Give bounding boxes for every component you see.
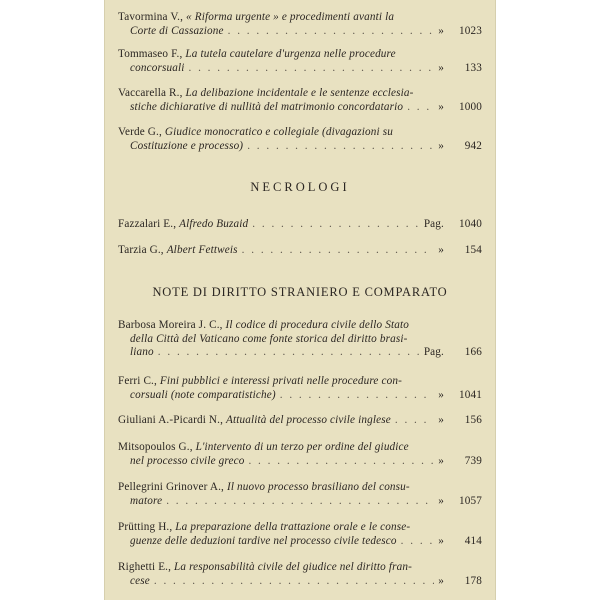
page-number: 1057 [459,494,482,507]
page-marker: » [438,414,444,426]
entry-title: Attualità del processo civile inglese [226,414,391,426]
leader-dots [247,140,434,154]
index-entry [118,319,482,360]
entry-title-continued: cese [130,574,150,587]
entry-line [118,101,482,115]
page-number: 942 [464,139,482,152]
entry-line [118,218,482,232]
entry-title-continued: corsuali (note comparatistiche) [130,388,276,401]
index-entry [118,441,482,468]
leader-dots [401,535,435,549]
page-marker: » [438,574,444,587]
page-number: 1041 [459,388,482,401]
entry-line [118,575,482,589]
page-marker: » [438,244,444,256]
page-marker: » [438,24,444,37]
entry-title-continued: liano [130,346,154,358]
entry-title-continued: Corte di Cassazione [130,24,224,37]
leader-dots [166,495,434,509]
entry-line [118,244,482,258]
entry-line [118,25,482,39]
page-number: 154 [464,244,482,256]
entry-line [118,346,482,360]
entry-line [118,414,482,428]
entry-line: della Città del Vaticano come fonte storica del diritto brasi- [130,332,408,345]
page-number: 166 [464,346,482,358]
page-marker: Pag. [423,346,444,358]
entry-line [118,48,482,62]
entry-author: Fazzalari E., [118,218,180,230]
entry-title: Fini pubblici e interessi privati nelle procedure con- [159,375,402,387]
entry-title: « Riforma urgente » e procedimenti avanti la [186,11,395,23]
page-marker: » [438,100,444,113]
entry-title: La preparazione della trattazione orale e le conse- [175,521,411,533]
entry-author: Ferri C., [118,375,160,387]
entry-line [118,62,482,76]
entry-line [118,441,482,455]
entry-title: La delibazione incidentale e le sentenze ecclesia- [185,87,414,99]
page-marker: » [438,388,444,401]
entry-line [118,126,482,140]
page-marker: » [438,139,444,152]
entry-title: Il nuovo processo brasiliano del consu- [226,481,410,493]
entry-author: Mitsopoulos G., [118,441,196,453]
page-marker: Pag. [423,218,444,230]
leader-dots [252,218,420,232]
entry-line [118,375,482,389]
page-number: 178 [464,574,482,587]
entry-title: Giudice monocratico e collegiale (divagazioni su [164,126,393,138]
entry-title-continued: concorsuali [130,61,185,74]
entry-title-continued: nel processo civile greco [130,454,245,467]
entry-line [118,521,482,535]
entry-author: Giuliani A.-Picardi N., [118,414,227,426]
entry-author: Tavormina V., [118,11,187,23]
entry-line [118,319,482,333]
page-number: 1040 [459,218,482,230]
entry-author: Pellegrini Grinover A., [118,481,227,493]
entry-title-continued: Costituzione e processo) [130,139,244,152]
index-entry [118,11,482,38]
leader-dots [158,346,420,360]
entry-author: Barbosa Moreira J. C., [118,319,226,331]
page-number: 739 [464,454,482,467]
entry-author: Prütting H., [118,521,176,533]
index-entry [118,481,482,508]
index-entry [118,48,482,75]
page-number: 133 [464,61,482,74]
index-entry [118,521,482,548]
leader-dots [154,575,434,589]
index-entry [118,561,482,588]
index-entry [118,414,482,428]
entry-line [118,455,482,469]
entry-title-continued: stiche dichiarative di nullità del matrimonio concordatario [130,100,404,113]
entry-line [118,11,482,25]
leader-dots [280,389,435,403]
page-number: 414 [464,534,482,547]
entry-author: Tarzia G., [118,244,167,256]
index-entry [118,126,482,153]
leader-dots [188,62,434,76]
page-marker: » [438,454,444,467]
leader-dots [248,455,434,469]
section-heading: NECROLOGI [250,180,350,194]
entry-author: Righetti E., [118,561,175,573]
index-entry [118,375,482,402]
entry-title: Il codice di procedura civile dello Stato [225,319,409,331]
index-entry [118,87,482,114]
page-marker: » [438,61,444,74]
entry-line [118,87,482,101]
entry-line [118,481,482,495]
page-marker: » [438,494,444,507]
index-entry [118,244,482,258]
page-number: 156 [464,414,482,426]
entry-title-continued: guenze delle deduzioni tardive nel processo civile tedesco [130,534,397,547]
leader-dots [242,244,435,258]
entry-author: Vaccarella R., [118,87,186,99]
entry-line [118,140,482,154]
entry-author: Verde G., [118,126,165,138]
entry-title-continued: matore [130,494,163,507]
entry-title: La tutela cautelare d'urgenza nelle procedure [185,48,396,60]
leader-dots [395,414,434,428]
entry-line [118,389,482,403]
leader-dots [407,101,434,115]
entry-title: La responsabilità civile del giudice nel diritto fran- [174,561,412,573]
index-entry [118,218,482,232]
entry-title: Alfredo Buzaid [179,218,249,230]
entry-line [118,495,482,509]
section-heading: NOTE DI DIRITTO STRANIERO E COMPARATO [152,285,448,299]
page-number: 1000 [459,100,482,113]
entry-title: L'intervento di un terzo per ordine del giudice [195,441,409,453]
page-marker: » [438,534,444,547]
entry-line [118,561,482,575]
page-number: 1023 [459,24,482,37]
entry-author: Tommaseo F., [118,48,186,60]
entry-line [118,535,482,549]
leader-dots [228,25,435,39]
entry-title: Albert Fettweis [166,244,238,256]
